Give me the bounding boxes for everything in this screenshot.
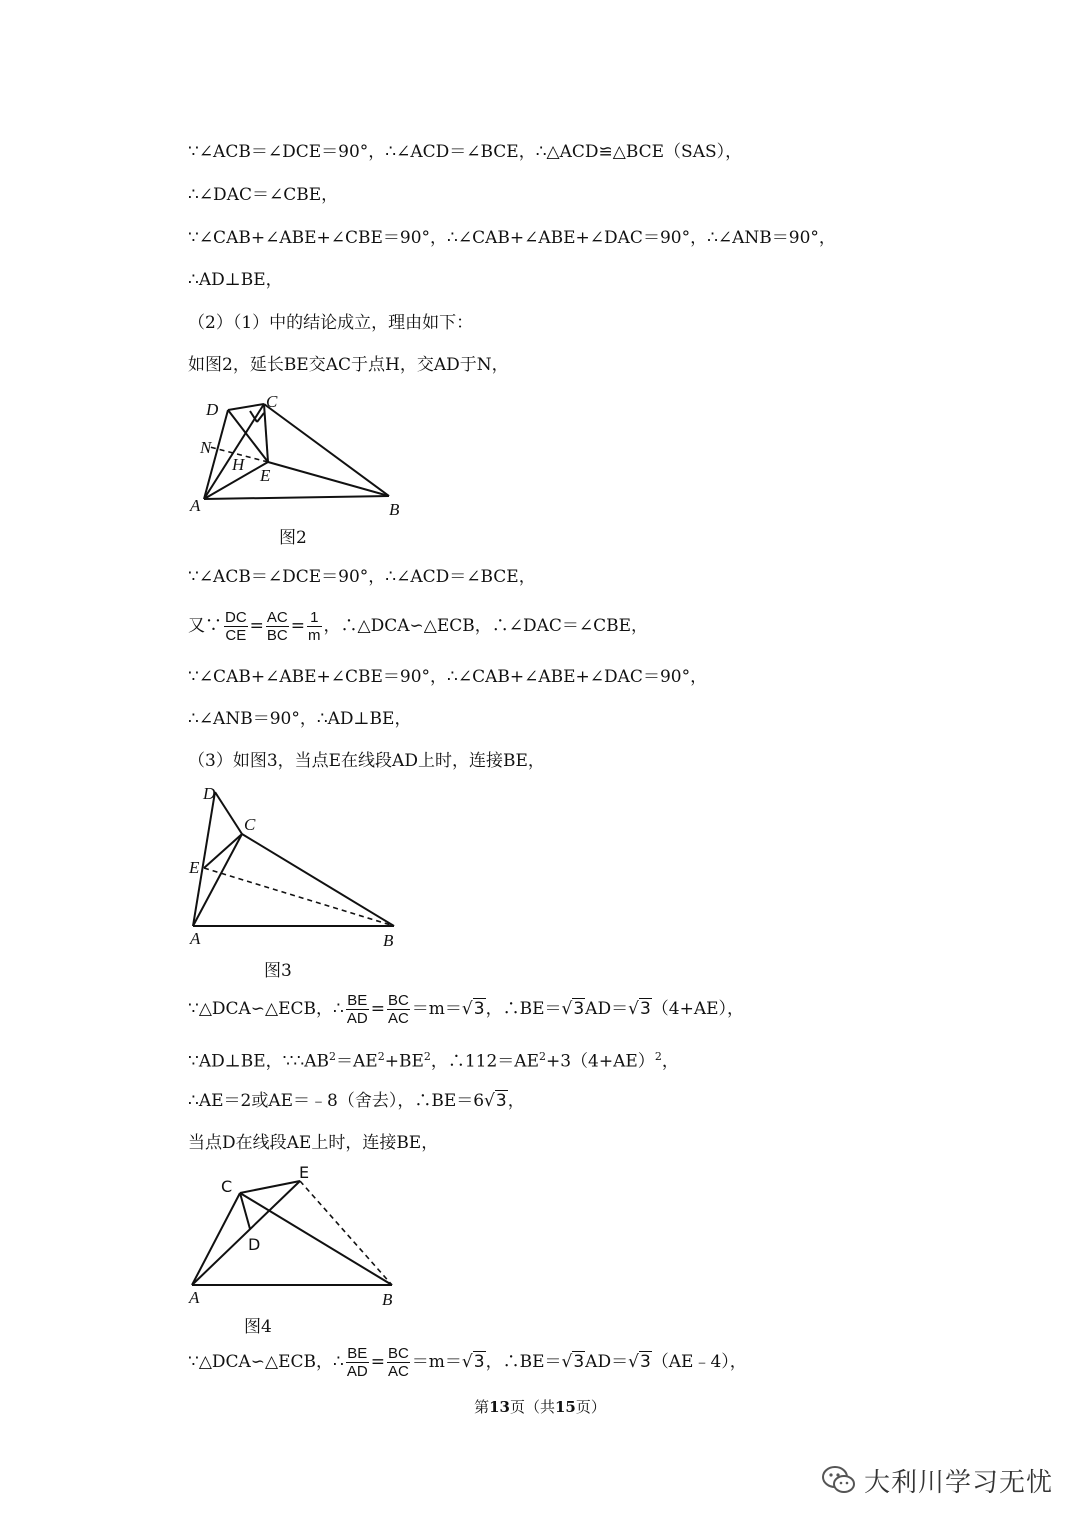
- solution-line: ∵△DCA∽△ECB，∴ $\frac{BE}{AD}$ = $\frac{BC}{AC}$ ＝m＝√3，∴BE＝√3AD＝√3（4+AE），: [188, 986, 744, 1032]
- label-A: A: [190, 929, 201, 948]
- fraction: $\frac{AC}{BC}$: [266, 609, 288, 644]
- label-B: B: [382, 1290, 393, 1309]
- solution-line: 又∵ $\frac{DC}{CE}$ = $\frac{AC}{BC}$ = $\frac{1}{m}$ ，∴△DCA∽△ECB，∴∠DAC＝∠CBE，: [188, 609, 649, 644]
- label-D: D: [203, 784, 216, 803]
- figure-3: [186, 780, 411, 950]
- label-D: D: [248, 1235, 261, 1254]
- sqrt-3: √3: [484, 1091, 507, 1111]
- watermark: [822, 1460, 1053, 1500]
- fraction: $\frac{BE}{AD}$: [346, 1345, 368, 1380]
- solution-line: ∵∠ACB＝∠DCE＝90°，∴∠ACD＝∠BCE，: [188, 567, 536, 587]
- solution-line: （3）如图3，当点E在线段AD上时，连接BE，: [188, 751, 545, 771]
- label-B: B: [383, 931, 394, 950]
- figure-caption: 图3: [264, 961, 292, 981]
- figure-caption: 图2: [279, 528, 307, 548]
- fraction: $\frac{1}{m}$: [308, 609, 321, 644]
- sqrt-3: √3: [461, 1352, 485, 1372]
- solution-line: ∴∠ANB＝90°，∴AD⊥BE，: [188, 709, 412, 729]
- sqrt-3: √3: [561, 999, 585, 1019]
- figure-caption: 图4: [244, 1317, 272, 1337]
- label-C: C: [266, 392, 278, 411]
- label-B: B: [389, 500, 400, 519]
- label-H: H: [232, 455, 245, 474]
- wechat-icon: [822, 1465, 856, 1495]
- solution-line: ∵∠CAB+∠ABE+∠CBE＝90°，∴∠CAB+∠ABE+∠DAC＝90°，: [188, 667, 708, 687]
- label-E: E: [189, 858, 200, 877]
- fraction: $\frac{BC}{AC}$: [387, 992, 409, 1027]
- solution-line: 当点D在线段AE上时，连接BE，: [188, 1133, 439, 1153]
- solution-line: ∵△DCA∽△ECB，∴ $\frac{BE}{AD}$ = $\frac{BC}{AC}$ ＝m＝√3，∴BE＝√3AD＝√3（AE﹣4），: [188, 1339, 747, 1385]
- solution-line: ∵∠ACB＝∠DCE＝90°，∴∠ACD＝∠BCE，∴△ACD≌△BCE（SAS），: [188, 142, 743, 162]
- figure-4: [186, 1160, 411, 1310]
- fraction: $\frac{DC}{CE}$: [225, 609, 247, 644]
- label-E: E: [260, 466, 271, 485]
- label-A: A: [189, 1288, 200, 1307]
- solution-line: ∵AD⊥BE，$\because\therefore AB^2=AE^2+BE^2$，$\therefore 112=AE^2+3(4+AE)^2$，: [188, 1050, 679, 1072]
- label-A: A: [190, 496, 201, 515]
- solution-line: ∴∠DAC＝∠CBE，: [188, 185, 339, 205]
- watermark-text: 大利川学习无忧: [864, 1467, 1054, 1498]
- label-D: D: [206, 400, 219, 419]
- solution-line: ∵∠CAB+∠ABE+∠CBE＝90°，∴∠CAB+∠ABE+∠DAC＝90°，∴∠ANB＝90°，: [188, 228, 836, 248]
- label-N: N: [200, 438, 212, 457]
- solution-line: ∴AD⊥BE，: [188, 270, 283, 290]
- label-C: C: [221, 1177, 233, 1196]
- page-footer: 第13页（共15页）: [474, 1398, 606, 1416]
- label-C: C: [244, 815, 256, 834]
- label-E: E: [299, 1163, 310, 1182]
- solution-line: （2）（1）中的结论成立，理由如下：: [188, 313, 474, 333]
- sqrt-3: √3: [628, 999, 651, 1019]
- fraction: $\frac{BC}{AC}$: [387, 1345, 409, 1380]
- sqrt-3: √3: [628, 1352, 651, 1372]
- sqrt-3: √3: [561, 1352, 585, 1372]
- sqrt-3: √3: [461, 999, 485, 1019]
- solution-line: ∴AE＝2或AE＝﹣8（舍去），∴BE＝6√3，: [188, 1091, 525, 1111]
- solution-line: 如图2，延长BE交AC于点H，交AD于N，: [188, 355, 509, 375]
- figure-2: [186, 393, 416, 523]
- fraction: $\frac{BE}{AD}$: [346, 992, 368, 1027]
